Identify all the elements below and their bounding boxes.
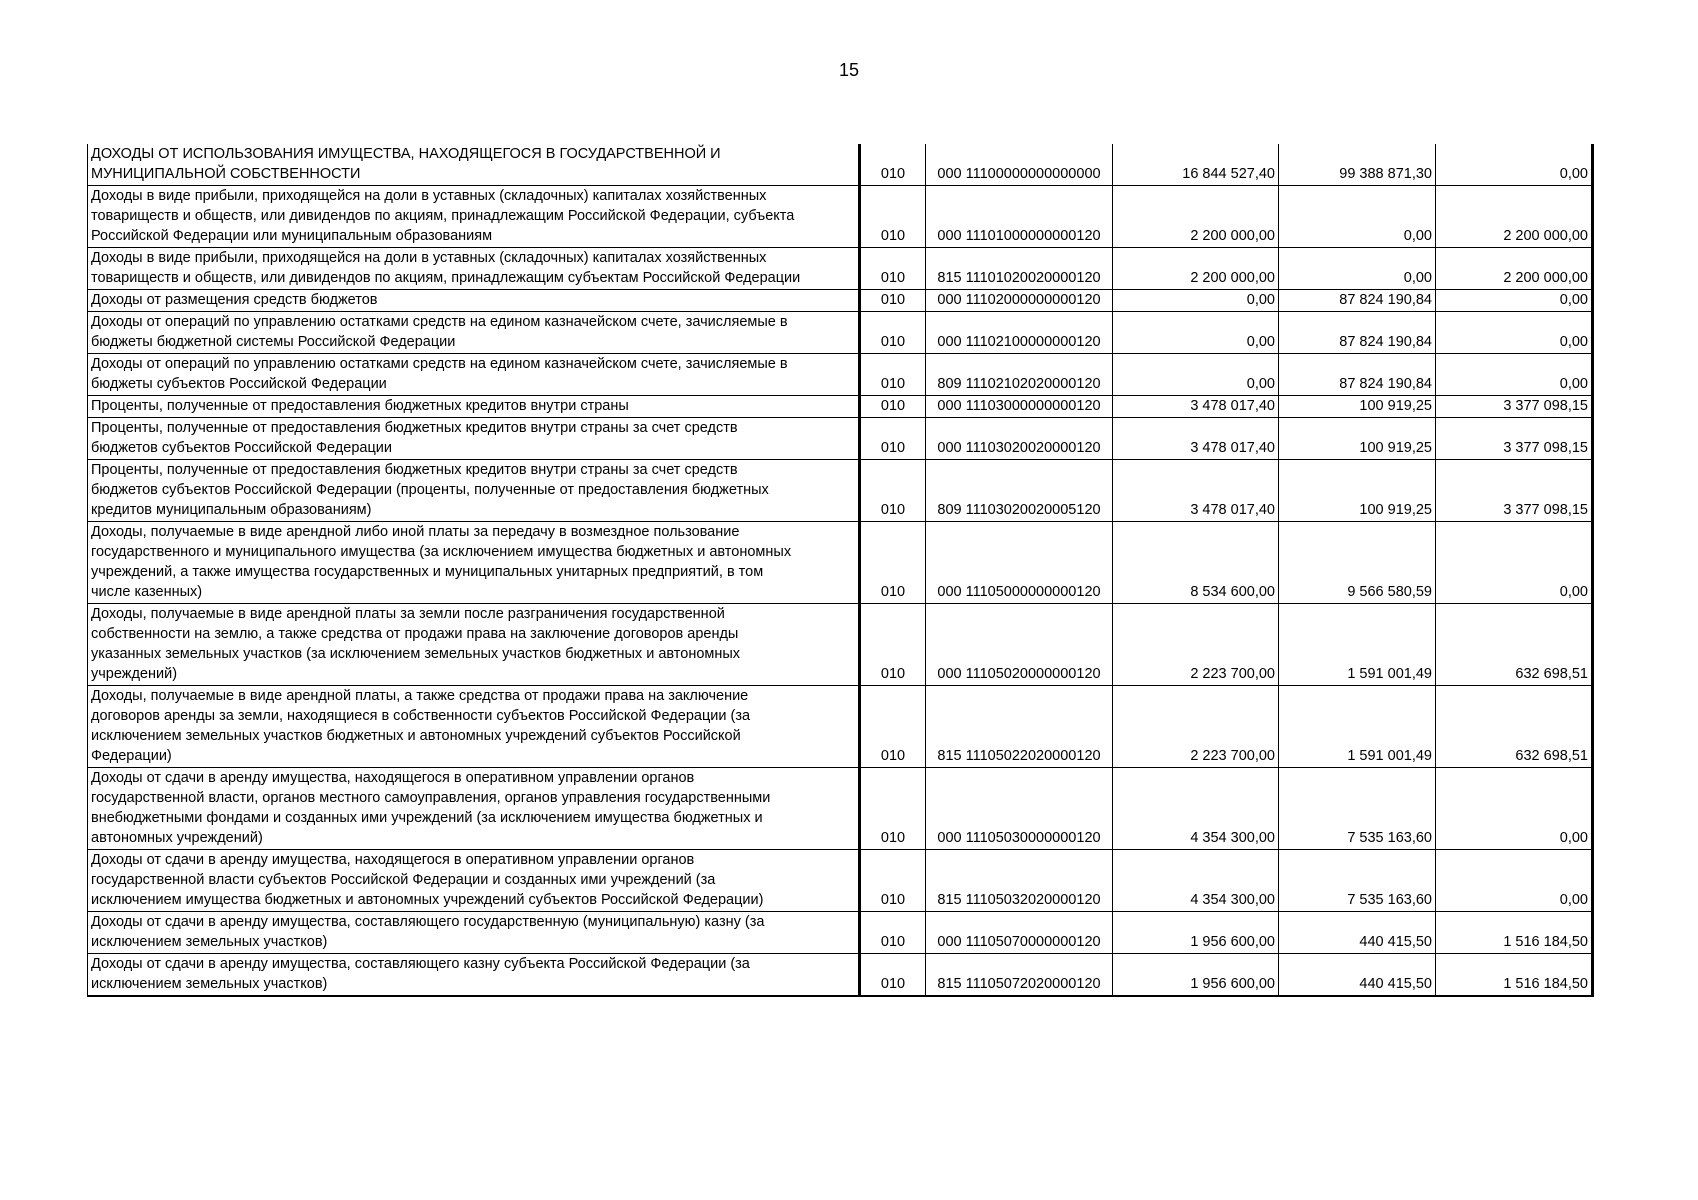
row-executed-cell: 99 388 871,30 [1279,144,1436,186]
row-executed-cell: 0,00 [1279,248,1436,290]
row-name-cell: Доходы от сдачи в аренду имущества, находящегося в оперативном управлении органов государственной власти субъектов Российской Федерации и созданных ими учреждений (за исключением имущества бюджетных и автономных учреждений субъектов Российской Федерации) [88,850,860,912]
row-budget-code-cell: 000 11105030000000120 [926,768,1113,850]
row-approved-cell: 2 223 700,00 [1113,604,1279,686]
row-budget-code-cell: 809 11103020020005120 [926,460,1113,522]
row-name-cell: Доходы, получаемые в виде арендной либо иной платы за передачу в возмездное пользование государственного и муниципального имущества (за исключением имущества бюджетных и автономных учреждений, а также имущества государственных и муниципальных унитарных предприятий, в том числе казенных) [88,522,860,604]
table-row [88,522,1593,604]
row-line-code-cell: 010 [860,312,926,354]
row-executed-cell: 100 919,25 [1279,460,1436,522]
row-unexecuted-cell: 3 377 098,15 [1436,460,1593,522]
row-approved-cell: 16 844 527,40 [1113,144,1279,186]
row-unexecuted-cell: 632 698,51 [1436,604,1593,686]
row-line-code-cell: 010 [860,248,926,290]
row-approved-cell: 0,00 [1113,290,1279,312]
row-unexecuted-cell: 1 516 184,50 [1436,954,1593,997]
row-budget-code-cell: 000 11102000000000120 [926,290,1113,312]
row-line-code-cell: 010 [860,460,926,522]
row-name-cell: Доходы от сдачи в аренду имущества, составляющего государственную (муниципальную) казну (за исключением земельных участков) [88,912,860,954]
table-row [88,686,1593,768]
row-budget-code-cell: 000 11101000000000120 [926,186,1113,248]
row-budget-code-cell: 000 11105000000000120 [926,522,1113,604]
row-line-code-cell: 010 [860,418,926,460]
table-row [88,912,1593,954]
row-executed-cell: 100 919,25 [1279,418,1436,460]
row-approved-cell: 0,00 [1113,354,1279,396]
row-budget-code-cell: 815 11105032020000120 [926,850,1113,912]
row-unexecuted-cell: 2 200 000,00 [1436,248,1593,290]
table-row [88,460,1593,522]
row-executed-cell: 87 824 190,84 [1279,290,1436,312]
row-line-code-cell: 010 [860,912,926,954]
row-executed-cell: 1 591 001,49 [1279,604,1436,686]
row-executed-cell: 9 566 580,59 [1279,522,1436,604]
row-unexecuted-cell: 0,00 [1436,850,1593,912]
row-executed-cell: 87 824 190,84 [1279,354,1436,396]
row-line-code-cell: 010 [860,686,926,768]
row-unexecuted-cell: 0,00 [1436,522,1593,604]
row-budget-code-cell: 000 11105020000000120 [926,604,1113,686]
table-row [88,144,1593,186]
row-name-cell: ДОХОДЫ ОТ ИСПОЛЬЗОВАНИЯ ИМУЩЕСТВА, НАХОДЯЩЕГОСЯ В ГОСУДАРСТВЕННОЙ И МУНИЦИПАЛЬНОЙ СОБСТВЕННОСТИ [88,144,860,186]
row-approved-cell: 3 478 017,40 [1113,396,1279,418]
revenue-table [87,144,1594,997]
row-executed-cell: 100 919,25 [1279,396,1436,418]
row-approved-cell: 4 354 300,00 [1113,768,1279,850]
row-approved-cell: 3 478 017,40 [1113,418,1279,460]
row-name-cell: Доходы в виде прибыли, приходящейся на доли в уставных (складочных) капиталах хозяйственных товариществ и обществ, или дивидендов по акциям, принадлежащим Российской Федерации, субъекта Российской Федерации или муниципальным образованиям [88,186,860,248]
row-approved-cell: 3 478 017,40 [1113,460,1279,522]
row-executed-cell: 440 415,50 [1279,912,1436,954]
row-name-cell: Доходы в виде прибыли, приходящейся на доли в уставных (складочных) капиталах хозяйственных товариществ и обществ, или дивидендов по акциям, принадлежащим субъектам Российской Федерации [88,248,860,290]
table-body [88,144,1593,996]
row-name-cell: Проценты, полученные от предоставления бюджетных кредитов внутри страны за счет средств бюджетов субъектов Российской Федерации (проценты, полученные от предоставления бюджетных кредитов муниципальным образованиям) [88,460,860,522]
row-executed-cell: 87 824 190,84 [1279,312,1436,354]
row-unexecuted-cell: 0,00 [1436,354,1593,396]
table-row [88,248,1593,290]
row-line-code-cell: 010 [860,354,926,396]
row-name-cell: Доходы от размещения средств бюджетов [88,290,860,312]
row-executed-cell: 1 591 001,49 [1279,686,1436,768]
row-line-code-cell: 010 [860,768,926,850]
row-budget-code-cell: 809 11102102020000120 [926,354,1113,396]
row-unexecuted-cell: 2 200 000,00 [1436,186,1593,248]
row-budget-code-cell: 815 11105022020000120 [926,686,1113,768]
row-line-code-cell: 010 [860,144,926,186]
row-approved-cell: 2 223 700,00 [1113,686,1279,768]
row-line-code-cell: 010 [860,604,926,686]
row-line-code-cell: 010 [860,522,926,604]
row-executed-cell: 7 535 163,60 [1279,850,1436,912]
row-name-cell: Доходы от сдачи в аренду имущества, составляющего казну субъекта Российской Федерации (за исключением земельных участков) [88,954,860,997]
row-approved-cell: 0,00 [1113,312,1279,354]
table-row [88,768,1593,850]
row-budget-code-cell: 000 11100000000000000 [926,144,1113,186]
row-budget-code-cell: 000 11103000000000120 [926,396,1113,418]
row-name-cell: Доходы от операций по управлению остатками средств на едином казначейском счете, зачисляемые в бюджеты субъектов Российской Федерации [88,354,860,396]
row-name-cell: Доходы от операций по управлению остатками средств на едином казначейском счете, зачисляемые в бюджеты бюджетной системы Российской Федерации [88,312,860,354]
row-name-cell: Проценты, полученные от предоставления бюджетных кредитов внутри страны [88,396,860,418]
row-budget-code-cell: 000 11103020020000120 [926,418,1113,460]
table-row [88,604,1593,686]
row-unexecuted-cell: 3 377 098,15 [1436,396,1593,418]
page-number: 15 [838,60,860,80]
row-approved-cell: 2 200 000,00 [1113,186,1279,248]
row-budget-code-cell: 815 11101020020000120 [926,248,1113,290]
row-budget-code-cell: 000 11105070000000120 [926,912,1113,954]
row-name-cell: Доходы, получаемые в виде арендной платы, а также средства от продажи права на заключение договоров аренды за земли, находящиеся в собственности субъектов Российской Федерации (за исключением земельных участков бюджетных и автономных учреждений субъектов Российской Федерации) [88,686,860,768]
row-approved-cell: 8 534 600,00 [1113,522,1279,604]
row-line-code-cell: 010 [860,186,926,248]
row-unexecuted-cell: 0,00 [1436,144,1593,186]
row-name-cell: Доходы, получаемые в виде арендной платы за земли после разграничения государственной собственности на землю, а также средства от продажи права на заключение договоров аренды указанных земельных участков (за исключением земельных участков бюджетных и автономных учреждений) [88,604,860,686]
row-unexecuted-cell: 0,00 [1436,290,1593,312]
row-line-code-cell: 010 [860,290,926,312]
table-row [88,850,1593,912]
table-row [88,312,1593,354]
row-line-code-cell: 010 [860,954,926,997]
row-unexecuted-cell: 3 377 098,15 [1436,418,1593,460]
row-unexecuted-cell: 0,00 [1436,312,1593,354]
row-unexecuted-cell: 1 516 184,50 [1436,912,1593,954]
row-budget-code-cell: 815 11105072020000120 [926,954,1113,997]
table-row [88,186,1593,248]
row-unexecuted-cell: 632 698,51 [1436,686,1593,768]
row-approved-cell: 1 956 600,00 [1113,954,1279,997]
row-unexecuted-cell: 0,00 [1436,768,1593,850]
row-approved-cell: 4 354 300,00 [1113,850,1279,912]
row-name-cell: Доходы от сдачи в аренду имущества, находящегося в оперативном управлении органов государственной власти, органов местного самоуправления, органов управления государственными внебюджетными фондами и созданных ими учреждений (за исключением имущества бюджетных и автономных учреждений) [88,768,860,850]
row-executed-cell: 7 535 163,60 [1279,768,1436,850]
row-executed-cell: 0,00 [1279,186,1436,248]
table-row [88,954,1593,997]
table-row [88,290,1593,312]
table-row [88,418,1593,460]
row-executed-cell: 440 415,50 [1279,954,1436,997]
row-line-code-cell: 010 [860,396,926,418]
row-approved-cell: 2 200 000,00 [1113,248,1279,290]
table-row [88,396,1593,418]
row-budget-code-cell: 000 11102100000000120 [926,312,1113,354]
table-row [88,354,1593,396]
row-name-cell: Проценты, полученные от предоставления бюджетных кредитов внутри страны за счет средств бюджетов субъектов Российской Федерации [88,418,860,460]
row-line-code-cell: 010 [860,850,926,912]
row-approved-cell: 1 956 600,00 [1113,912,1279,954]
